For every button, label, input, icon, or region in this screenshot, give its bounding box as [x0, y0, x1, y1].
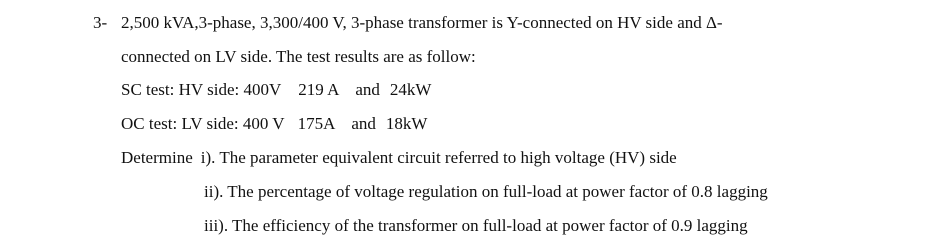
problem-number: 3-: [93, 13, 108, 32]
sc-test-current: 219 A: [298, 80, 340, 99]
sc-test-line: [121, 80, 431, 100]
problem-line-2: connected on LV side. The test results are as follow:: [121, 47, 476, 66]
oc-test-power: 18kW: [385, 114, 428, 133]
item-ii: ii). The percentage of voltage regulation on full-load at power factor of 0.8 lagging: [204, 182, 768, 201]
sc-test-and: and: [355, 80, 380, 99]
oc-test-label: OC test: LV side: 400 V: [121, 114, 285, 133]
determine-label: Determine: [121, 148, 193, 167]
oc-test-line: [121, 114, 427, 134]
sc-test-power: 24kW: [389, 80, 432, 99]
item-iii: iii). The efficiency of the transformer on full-load at power factor of 0.9 lagging: [204, 216, 748, 235]
problem-line-1: 2,500 kVA,3-phase, 3,300/400 V, 3-phase transformer is Y-connected on HV side and Δ-: [121, 13, 723, 32]
sc-test-label: SC test: HV side: 400V: [121, 80, 282, 99]
item-i: i). The parameter equivalent circuit referred to high voltage (HV) side: [200, 148, 677, 167]
oc-test-and: and: [351, 114, 376, 133]
determine-line: [121, 148, 677, 168]
oc-test-current: 175A: [297, 114, 336, 133]
